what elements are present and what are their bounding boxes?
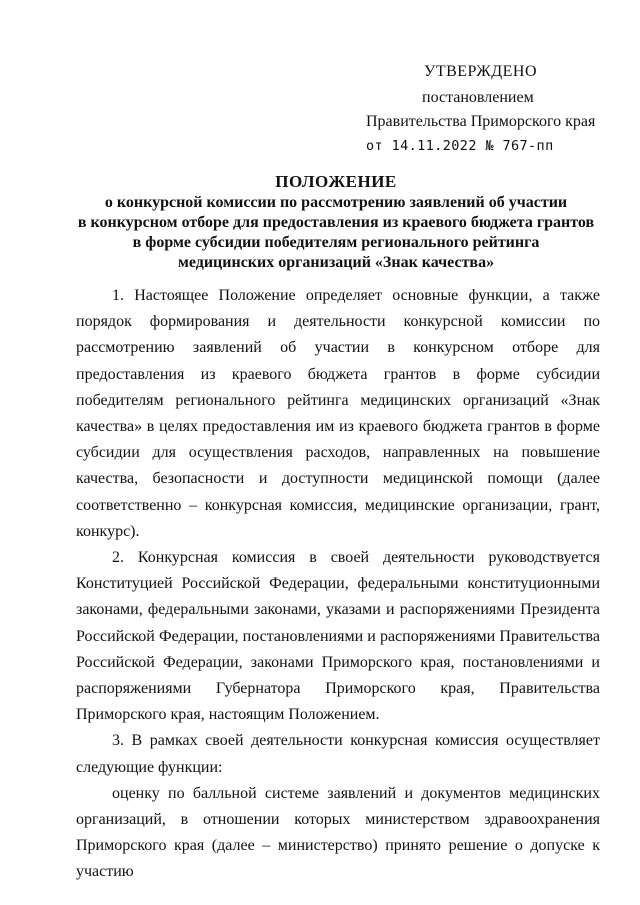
- paragraph-2: 2. Конкурсная комиссия в своей деятельности руководствуется Конституцией Российской Федерации, федеральными конституционными законами, федеральными законами, указами и распоряжениями Президента Российской Федерации, постановлениями и распоряжениями Правительства Российской Федерации, законами Приморского края, постановлениями и распоряжениями Губернатора Приморского края, Правительства Приморского края, настоящим Положением.: [76, 549, 600, 724]
- paragraph-3: 3. В рамках своей деятельности конкурсная комиссия осуществляет следующие функции:: [76, 732, 600, 776]
- document-heading: [70, 172, 602, 273]
- heading-line: в форме субсидии победителям регионального рейтинга: [132, 234, 540, 251]
- approval-line-1: постановлением: [422, 89, 534, 106]
- heading-line: о конкурсной комиссии по рассмотрению заявлений об участии: [104, 194, 568, 211]
- paragraph-1: 1. Настоящее Положение определяет основные функции, а также порядок формирования и деятельности конкурсной комиссии по рассмотрению заявлений об участии в конкурсном отборе для предоставления из краевого бюджета грантов в форме субсидии победителям регионального рейтинга медицинских организаций «Знак качества» в целях предоставления им из краевого бюджета грантов в форме субсидии для осуществления расходов, направленных на повышение качества, безопасности и доступности медицинской помощи (далее соответственно – конкурсная комиссия, медицинские организации, грант, конкурс).: [76, 287, 600, 540]
- approval-stamp: [366, 60, 606, 158]
- heading-line: медицинских организаций «Знак качества»: [177, 254, 495, 271]
- approval-date-line: от 14.11.2022 № 767-пп: [366, 138, 554, 154]
- document-body: [76, 283, 600, 886]
- document-title: ПОЛОЖЕНИЕ: [275, 172, 397, 191]
- approval-title: УТВЕРЖДЕНО: [424, 63, 538, 80]
- paragraph-4: оценку по балльной системе заявлений и документов медицинских организаций, в отношении которых министерством здравоохранения Приморского края (далее – министерство) принято решение о допуске к участию: [76, 784, 600, 881]
- approval-line-2: Правительства Приморского края: [366, 113, 596, 130]
- heading-line: в конкурсном отборе для предоставления из краевого бюджета грантов: [77, 214, 595, 231]
